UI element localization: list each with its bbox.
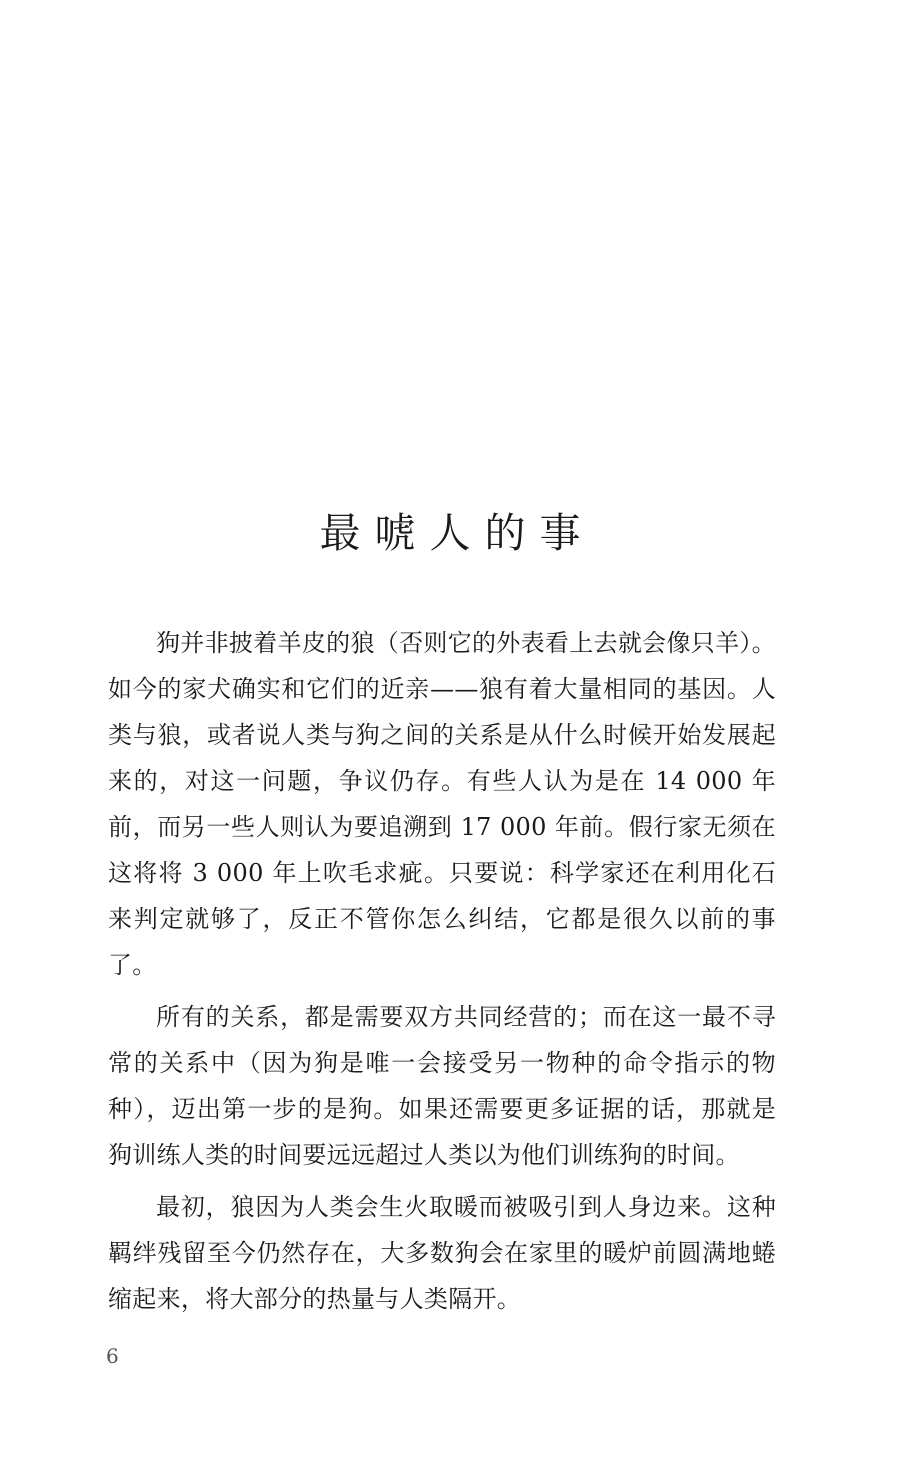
body-text <box>108 620 776 1328</box>
page-number: 6 <box>106 1344 119 1368</box>
paragraph: 所有的关系，都是需要双方共同经营的；而在这一最不寻常的关系中（因为狗是唯一会接受另一物种的命令指示的物种），迈出第一步的是狗。如果还需要更多证据的话，那就是狗训练人类的时间要远远超过人类以为他们训练狗的时间。 <box>108 1003 776 1169</box>
paragraph: 狗并非披着羊皮的狼（否则它的外表看上去就会像只羊）。如今的家犬确实和它们的近亲——狼有着大量相同的基因。人类与狼，或者说人类与狗之间的关系是从什么时候开始发展起来的，对这一问题，争议仍存。有些人认为是在 14 000 年前，而另一些人则认为要追溯到 17 000 年前。假行家无须在这将将 3 000 年上吹毛求疵。只要说：科学家还在利用化石来判定就够了，反正不管你怎么纠结，它都是很久以前的事了。 <box>108 629 776 979</box>
chapter-title: 最唬人的事 <box>319 509 595 557</box>
paragraph: 最初，狼因为人类会生火取暖而被吸引到人身边来。这种羁绊残留至今仍然存在，大多数狗会在家里的暖炉前圆满地蜷缩起来，将大部分的热量与人类隔开。 <box>108 1193 776 1313</box>
